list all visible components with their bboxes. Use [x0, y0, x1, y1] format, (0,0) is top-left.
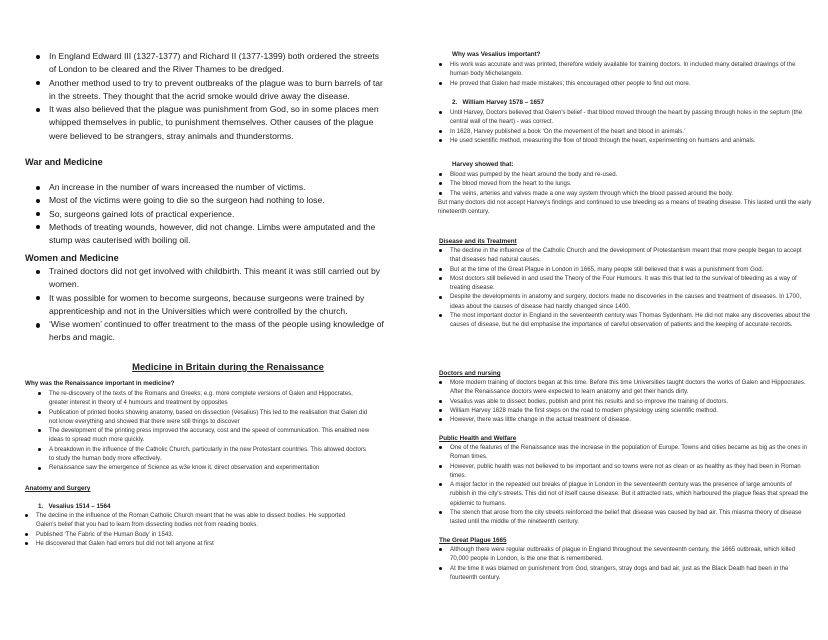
war-list [36, 181, 388, 247]
harvey-showed-list [438, 170, 813, 198]
list-item: Blood was pumped by the heart around the body and re-used. [438, 170, 813, 179]
list-item: But at the time of the Great Plague in London in 1665, many people still believed that it was a punishment from God. [438, 265, 813, 274]
list-item: Until Harvey, Doctors believed that Galen's belief - that blood moved through the heart by passing through holes in the septum (the central wall of the heart) - was correct. [438, 108, 813, 127]
list-item: He proved that Galen had made mistakes; this encouraged other people to find out more. [438, 79, 813, 88]
list-item: The decline in the influence of the Catholic Church and the development of Protestantism meant that more people began to accept that diseases had natural causes. [438, 246, 813, 265]
list-item: Another method used to try to prevent outbreaks of the plague was to burn barrels of tar in the streets. They thought that the acrid smoke would drive away the disease. [36, 77, 388, 104]
women-heading: Women and Medicine [25, 253, 119, 263]
list-item: The decline in the influence of the Roman Catholic Church meant that he was able to dissect bodies. He supported Galen's belief that you had to learn from dissecting bodies not from reading books. [24, 511, 364, 530]
disease-list [438, 246, 813, 330]
list-item: Methods of treating wounds, however, did not change. Limbs were amputated and the stump was cauterised with boiling oil. [36, 221, 388, 248]
list-item: Vesalius was able to dissect bodies, publish and print his results and so improve the training of doctors. [438, 397, 813, 406]
public-health-list [438, 443, 813, 527]
list-item: Although there were regular outbreaks of plague in England throughout the seventeenth century, the 1665 outbreak, which killed 70,000 people in London, is the one that is remembered. [438, 545, 813, 564]
disease-heading: Disease and its Treatment [439, 238, 517, 245]
list-item: Most of the victims were going to die so the surgeon had nothing to lose. [36, 194, 388, 207]
list-item: ‘Wise women’ continued to offer treatment to the mass of the people using knowledge of herbs and magic. [36, 318, 388, 345]
list-item: A major factor in the repeated out breaks of plague in London in the seventeenth century was the presence of large amounts of rubbish in the city's streets. This did not of itself cause disease. But it attracted rats, which harboured the plague fleas that spread the epidemic to humans. [438, 480, 813, 508]
harvey-showed-heading: Harvey showed that: [452, 161, 514, 168]
vesalius-heading: 1. Vesalius 1514 – 1564 [38, 503, 111, 510]
doctors-list [438, 378, 813, 424]
list-item: His work was accurate and was printed, therefore widely available for training doctors. In included many detailed drawings of the human body Michelangelo. [438, 60, 813, 79]
list-item: Despite the developments in anatomy and surgery, doctors made no discoveries in the causes and treatment of diseases. In 1700, ideas about the causes of disease had hardly changed since 1400. [438, 292, 813, 311]
list-item: It was possible for women to become surgeons, because surgeons were trained by apprenticeship and not in the Universities which were controlled by the church. [36, 292, 388, 319]
list-item: Publication of printed books showing anatomy, based on dissection (Vesalius) This led to the realisation that Galen did not know everything and showed that there were still things to discover [37, 408, 372, 427]
harvey-heading: 2. William Harvey 1578 – 1657 [452, 99, 545, 106]
list-item: William Harvey 1628 made the first steps on the road to modern physiology using scientific method. [438, 406, 813, 415]
list-item: Trained doctors did not get involved with childbirth. This meant it was still carried out by women. [36, 265, 388, 292]
harvey-note: But many doctors did not accept Harvey's findings and continued to use bleeding as a means of treating disease. This lasted until the early nineteenth century. [438, 199, 812, 216]
harvey-list [438, 108, 813, 145]
public-health-heading: Public Health and Welfare [439, 435, 517, 442]
great-plague-list [438, 545, 813, 582]
list-item: The most important doctor in England in the seventeenth century was Thomas Sydenham. He did not make any discoveries about the causes of disease, but he did emphasise the importance of careful observation of patients and the keeping of accurate records. [438, 311, 813, 330]
anatomy-heading: Anatomy and Surgery [25, 485, 91, 492]
list-item: At the time it was blamed on punishment from God, strangers, stray dogs and bad air, just as the Black Death had been in the fourteenth century. [438, 564, 813, 583]
list-item: It was also believed that the plague was punishment from God, so in some places men whipped themselves in public, to punishment themselves. Other causes of the plague were believed to be strangers, stray animals and thunderstorms. [36, 103, 388, 143]
list-item: Published ‘The Fabric of the Human Body’ in 1543. [24, 530, 364, 539]
list-item: A breakdown in the influence of the Catholic Church, particularly in the new Protestant countries. This allowed doctors to study the human body more effectively. [37, 445, 372, 464]
why-heading: Why was the Renaissance important in medicine? [25, 380, 175, 387]
vesalius-important-heading: Why was Vesalius important? [452, 51, 541, 58]
list-item: The veins, arteries and valves made a one way system through which the blood passed around the body. [438, 189, 813, 198]
list-item: The blood moved from the heart to the lungs. [438, 179, 813, 188]
vesalius-list [24, 511, 364, 548]
list-item: Most doctors still believed in and used the Theory of the Four Humours. It was this that led to the survival of bleeding as a way of treating disease. [438, 274, 813, 293]
list-item: In England Edward III (1327-1377) and Richard II (1377-1399) both ordered the streets of London to be cleared and the River Thames to be dredged. [36, 50, 388, 77]
vesalius-important-list [438, 60, 813, 88]
list-item: The development of the printing press improved the accuracy, cost and the speed of communication. This enabled new ideas to spread much more quickly. [37, 426, 372, 445]
list-item: The re-discovery of the texts of the Romans and Greeks; e.g. more complete versions of Galen and Hippocrates, greater interest in theory of 4 humours and treatment by opposites [37, 389, 372, 408]
list-item: However, public health was not believed to be important and so towns were not as clean or as healthy as they had been in Roman times. [438, 462, 813, 481]
doctors-heading: Doctors and nursing [439, 370, 501, 377]
list-item: One of the features of the Renaissance was the increase in the population of Europe. Towns and cities became as big as the ones in Roman times. [438, 443, 813, 462]
war-heading: War and Medicine [25, 157, 103, 167]
list-item: Renaissance saw the emergence of Science as w3e know it, direct observation and experimentation [37, 463, 372, 472]
list-item: The stench that arose from the city streets reinforced the belief that disease was caused by bad air. This miasma theory of disease lasted until the middle of the nineteenth century. [438, 508, 813, 527]
list-item: So, surgeons gained lots of practical experience. [36, 208, 388, 221]
list-item: In 1628, Harvey published a book ‘On the movement of the heart and blood in animals.’ [438, 127, 813, 136]
list-item: He used scientific method, measuring the flow of blood through the heart, experimenting on humans and animals. [438, 136, 813, 145]
list-item: He discovered that Galen had errors but did not tell anyone at first [24, 539, 364, 548]
why-list [37, 389, 372, 473]
plague-measures-list [36, 50, 388, 143]
list-item: More modern training of doctors began at this time. Before this time Universities taught doctors the works of Galen and Hippocrates. After the Renaissance doctors were expected to learn anatomy and get their hands dirty. [438, 378, 813, 397]
list-item: However, there was little change in the actual treatment of disease. [438, 415, 813, 424]
list-item: An increase in the number of wars increased the number of victims. [36, 181, 388, 194]
great-plague-heading: The Great Plague 1665 [439, 537, 507, 544]
women-list [36, 265, 388, 345]
page-title: Medicine in Britain during the Renaissance [132, 361, 324, 372]
